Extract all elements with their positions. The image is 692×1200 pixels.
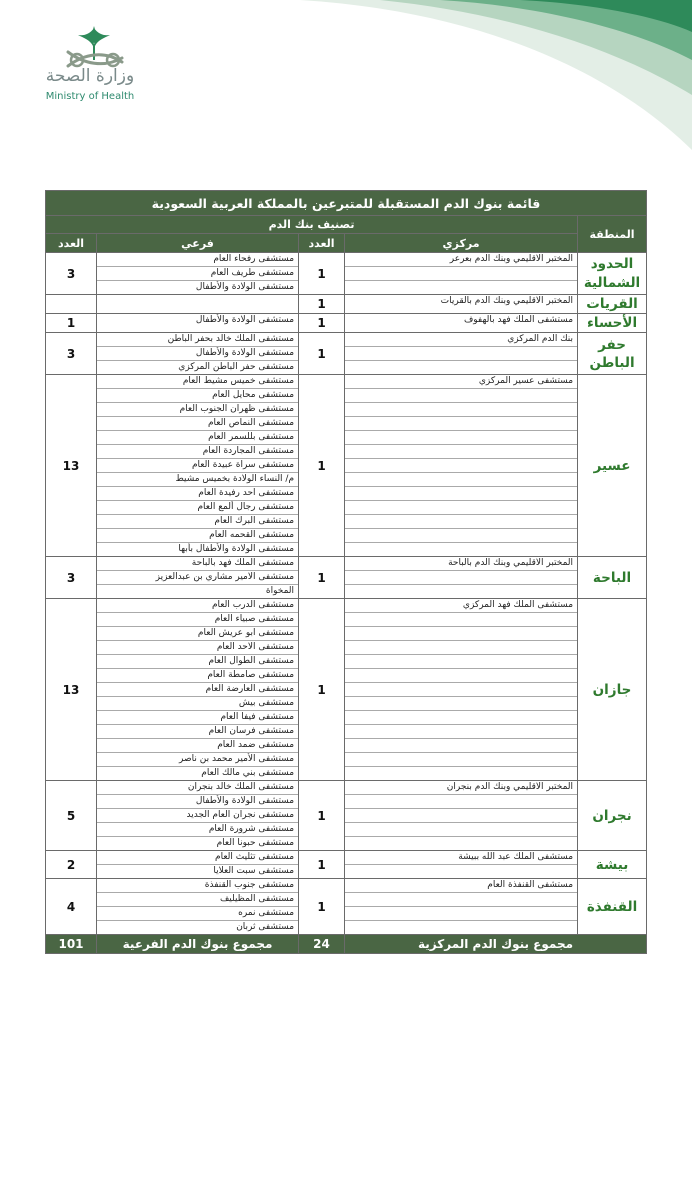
central-bank-item: المختبر الاقليمي وبنك الدم بنجران [345,781,577,795]
central-bank-item: مستشفى الملك فهد بالهفوف [463,315,574,326]
central-count-cell: 1 [299,314,345,333]
central-count-cell: 1 [299,253,345,295]
branch-list [97,253,299,295]
total-central-label: مجموع بنوك الدم المركزية [345,935,647,954]
region-cell: الأحساء [578,314,647,333]
header-region: المنطقة [578,216,647,253]
branch-bank-item: مستشفى فيفا العام [97,711,298,725]
branch-list [97,599,299,781]
branch-bank-item: مستشفى حبونا العام [216,838,295,849]
branch-bank-item: مستشفى ثربان [236,922,295,933]
central-bank-item [345,809,577,823]
region-cell: بيشة [578,851,647,879]
central-bank-item [345,431,577,445]
branch-bank-item: مستشفى الملك خالد بحفر الباطن [97,333,298,347]
branch-bank-item: مستشفى احد رفيدة العام [97,487,298,501]
central-bank-item: المختبر الاقليمي وبنك الدم بالباحة [345,557,577,571]
central-bank-item [345,417,577,431]
branch-bank-item: مستشفى القحمه العام [97,529,298,543]
branch-bank-item: مستشفى تثليث العام [97,851,298,865]
central-bank-item [345,571,577,585]
table-row [46,333,647,375]
branch-bank-item: م/ النساء الولادة بخميس مشيط [97,473,298,487]
central-bank-item: مستشفى الملك فهد المركزي [345,599,577,613]
branch-bank-item: مستشفى الطوال العام [97,655,298,669]
central-bank-item: مستشفى القنفذة العام [345,879,577,893]
branch-list [97,295,299,314]
branch-bank-item: مستشفى الولادة والأطفال [195,282,295,292]
branch-bank-item: مستشفى حفر الباطن المركزي [178,362,295,373]
region-cell: القنفذة [578,879,647,935]
central-bank-item [345,627,577,641]
central-bank-item [345,921,577,934]
central-bank-item: مستشفى عسير المركزي [345,375,577,389]
branch-bank-item: مستشفى المجاردة العام [97,445,298,459]
branch-bank-item: مستشفى الأمير محمد بن ناصر [97,753,298,767]
branch-bank-item: مستشفى رفحاء العام [97,253,298,267]
central-count-cell: 1 [299,333,345,375]
branch-bank-item: مستشفى بيش [97,697,298,711]
central-bank-item: مستشفى الملك عبد الله ببيشة [345,851,577,865]
central-bank-item [345,683,577,697]
branch-list [97,333,299,375]
central-list [345,375,578,557]
branch-bank-item: مستشفى فرسان العام [97,725,298,739]
central-bank-item [345,669,577,683]
branch-bank-item: مستشفى سبت العلايا [213,866,295,877]
central-bank-item [345,739,577,753]
total-branch-value: 101 [46,935,97,954]
branch-count-cell: 13 [46,599,97,781]
central-bank-item [345,725,577,739]
central-bank-item [345,281,577,294]
central-bank-item: المختبر الاقليمي وبنك الدم بالقريات [440,296,574,306]
header-classification: تصنيف بنك الدم [46,216,578,234]
branch-bank-item: مستشفى صبياء العام [97,613,298,627]
logo-text-english: Ministry of Health [45,91,135,102]
branch-list [97,781,299,851]
central-count-cell: 1 [299,599,345,781]
branch-count-cell: 5 [46,781,97,851]
region-cell: القريات [578,295,647,314]
central-list [345,781,578,851]
branch-bank-item: مستشفى الملك فهد بالباحة [97,557,298,571]
central-bank-item [345,711,577,725]
central-bank-item [345,697,577,711]
branch-bank-item: مستشفى جنوب القنفذة [97,879,298,893]
central-bank-item [345,753,577,767]
branch-list [97,851,299,879]
central-bank-item [345,459,577,473]
table-title: قائمة بنوك الدم المستقبلة للمتبرعين بالمملكة العربية السعودية [46,191,647,216]
branch-bank-item: مستشفى ابو عريش العام [97,627,298,641]
branch-bank-item: مستشفى ظهران الجنوب العام [97,403,298,417]
total-branch-label: مجموع بنوك الدم الفرعية [97,935,299,954]
branch-bank-item: مستشفى الولادة والأطفال [195,315,295,326]
central-bank-item [345,641,577,655]
branch-count-cell: 4 [46,879,97,935]
table-row [46,599,647,781]
branch-bank-item [97,295,298,308]
blood-banks-table [45,190,647,954]
central-list [345,599,578,781]
central-bank-item [345,655,577,669]
branch-list [97,557,299,599]
branch-count-cell: 1 [46,314,97,333]
branch-bank-item: مستشفى المظيليف [97,893,298,907]
branch-bank-item: مستشفى الولادة والأطفال [97,795,298,809]
region-cell: الباحة [578,557,647,599]
table-row [46,375,647,557]
branch-count-cell: 2 [46,851,97,879]
branch-count-cell [46,295,97,314]
branch-bank-item: مستشفى بللسمر العام [97,431,298,445]
branch-bank-item: المخواة [265,586,295,597]
branch-bank-item: مستشفى العارضة العام [97,683,298,697]
central-list [345,851,578,879]
table-row [46,851,647,879]
header-branch-count: العدد [46,234,97,253]
branch-count-cell: 13 [46,375,97,557]
logo-text-arabic: وزارة الصحة [45,66,135,86]
header-central-count: العدد [299,234,345,253]
branch-list [97,879,299,935]
region-cell: الحدود الشمالية [578,253,647,295]
branch-bank-item: مستشفى نمره [97,907,298,921]
central-bank-item [345,267,577,281]
branch-bank-item: مستشفى خميس مشيط العام [97,375,298,389]
central-bank-item [345,347,577,361]
branch-bank-item: مستشفى بني مالك العام [201,768,295,779]
central-bank-item [345,795,577,809]
central-list [345,295,578,314]
total-central-value: 24 [299,935,345,954]
central-count-cell: 1 [299,295,345,314]
branch-bank-item: مستشفى البرك العام [97,515,298,529]
table-row [46,557,647,599]
central-bank-item [345,767,577,780]
branch-bank-item: مستشفى ضمد العام [97,739,298,753]
table-row [46,781,647,851]
central-bank-item: المختبر الاقليمي وبنك الدم بعرعر [345,253,577,267]
central-list [345,253,578,295]
branch-list [97,375,299,557]
branch-bank-item: مستشفى الولادة والأطفال [97,347,298,361]
central-bank-item [345,907,577,921]
central-list [345,557,578,599]
branch-bank-item: مستشفى طريف العام [97,267,298,281]
central-bank-item [345,893,577,907]
branch-bank-item: مستشفى الدرب العام [97,599,298,613]
branch-bank-item: مستشفى سراة عبيدة العام [97,459,298,473]
central-bank-item [345,389,577,403]
table-row [46,295,647,314]
header-branch: فرعي [97,234,299,253]
central-bank-item [345,837,577,850]
branch-bank-item: مستشفى الولادة والأطفال بأبها [178,544,295,555]
branch-bank-item: مستشفى صامطة العام [97,669,298,683]
central-bank-item: بنك الدم المركزي [345,333,577,347]
table-row [46,879,647,935]
central-list [345,314,578,333]
central-bank-item [345,529,577,543]
central-bank-item [345,501,577,515]
central-count-cell: 1 [299,879,345,935]
branch-bank-item: مستشفى الملك خالد بنجران [97,781,298,795]
branch-count-cell: 3 [46,333,97,375]
central-count-cell: 1 [299,557,345,599]
branch-list [97,314,299,333]
central-bank-item [345,515,577,529]
central-bank-item [345,473,577,487]
branch-bank-item: مستشفى محايل العام [97,389,298,403]
central-bank-item [345,823,577,837]
central-bank-item [345,543,577,556]
header-central: مركزي [345,234,578,253]
table-row [46,314,647,333]
central-bank-item [345,361,577,374]
table-row [46,253,647,295]
central-bank-item [345,487,577,501]
branch-bank-item: مستشفى شرورة العام [97,823,298,837]
central-bank-item [345,865,577,878]
central-count-cell: 1 [299,781,345,851]
region-cell: حفر الباطن [578,333,647,375]
central-bank-item [345,403,577,417]
branch-bank-item: مستشفى النماص العام [97,417,298,431]
branch-bank-item: مستشفى الاحد العام [97,641,298,655]
branch-count-cell: 3 [46,557,97,599]
region-cell: نجران [578,781,647,851]
central-list [345,879,578,935]
central-bank-item [345,585,577,598]
branch-count-cell: 3 [46,253,97,295]
central-bank-item [345,445,577,459]
central-count-cell: 1 [299,375,345,557]
branch-bank-item: مستشفى نجران العام الجديد [97,809,298,823]
central-list [345,333,578,375]
branch-bank-item: مستشفى الامير مشاري بن عبدالعزيز [97,571,298,585]
region-cell: عسير [578,375,647,557]
central-count-cell: 1 [299,851,345,879]
region-cell: جازان [578,599,647,781]
branch-bank-item: مستشفى رجال ألمع العام [97,501,298,515]
central-bank-item [345,613,577,627]
